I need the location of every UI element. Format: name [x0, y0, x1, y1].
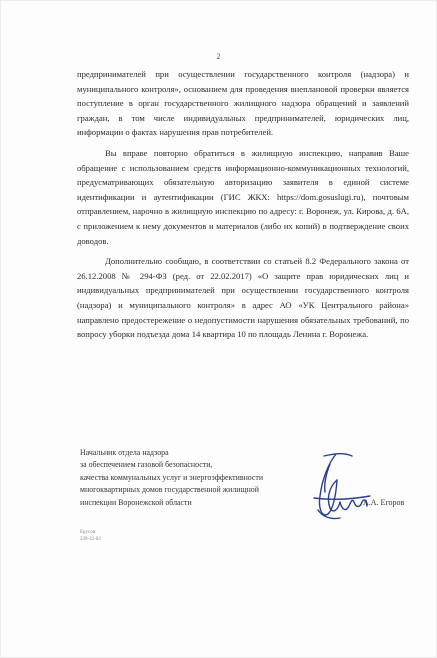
- signatory-line-2: за обеспечением газовой безопасности,: [80, 460, 213, 470]
- executor-phone: 239-32-83: [80, 537, 101, 542]
- handwritten-signature: [300, 450, 376, 528]
- executor-name: Ерусов: [80, 530, 96, 535]
- signer-name: А.А. Егоров: [363, 498, 405, 507]
- signatory-line-3: качества коммунальных услуг и энергоэффективности: [80, 472, 264, 482]
- paragraph-warning: Дополнительно сообщаю, в соответствии со статьей 8.2 Федерального закона от 26.12.2008 № 294-ФЗ (ред. от 22.02.2017) «О защите прав юридических лиц и индивидуальных предпринимателей при осуществлении государственного контроля (надзора) и муниципального контроля» в адрес АО «УК Центрального района» направлено предостережение о недопустимости нарушения обязательных требований, по вопросу уборки подъезда дома 14 квартира 10 по площадь Ленина г. Воронежа.: [77, 256, 409, 340]
- paragraph-continuation: предпринимателей при осуществлении государственного контроля (надзора) и муниципального контроля», основанием для проведения внеплановой проверки является поступление в орган государственного жилищного надзора обращений и заявлений граждан, в том числе индивидуальных предпринимателей, юридических лиц, информации о фактах нарушения прав потребителей.: [77, 69, 409, 138]
- page-number: 2: [216, 52, 221, 61]
- signatory-line-1: Начальник отдела надзора: [80, 448, 169, 457]
- signatory-line-5: инспекции Воронежской области: [80, 497, 192, 507]
- signatory-title: [80, 447, 330, 509]
- signatory-line-4: многоквартирных домов государственной жилищной: [80, 485, 259, 495]
- document-footer: [80, 529, 101, 543]
- letter-body: [77, 67, 409, 342]
- paragraph-reapply: Вы вправе повторно обратиться в жилищную инспекцию, направив Ваше обращение с использованием средств информационно-коммуникационных технологий, предусматривающих обязательную авторизацию заявителя в единой системе идентификации и аутентификации (ГИС ЖКХ: https://dom.gosuslugi.ru), почтовым отправлением, нарочно в жилищную инспекцию по адресу: г. Воронеж, ул. Кирова, д. 6А, с приложением к нему документов и материалов (либо их копий) в подтверждение своих доводов.: [77, 147, 409, 246]
